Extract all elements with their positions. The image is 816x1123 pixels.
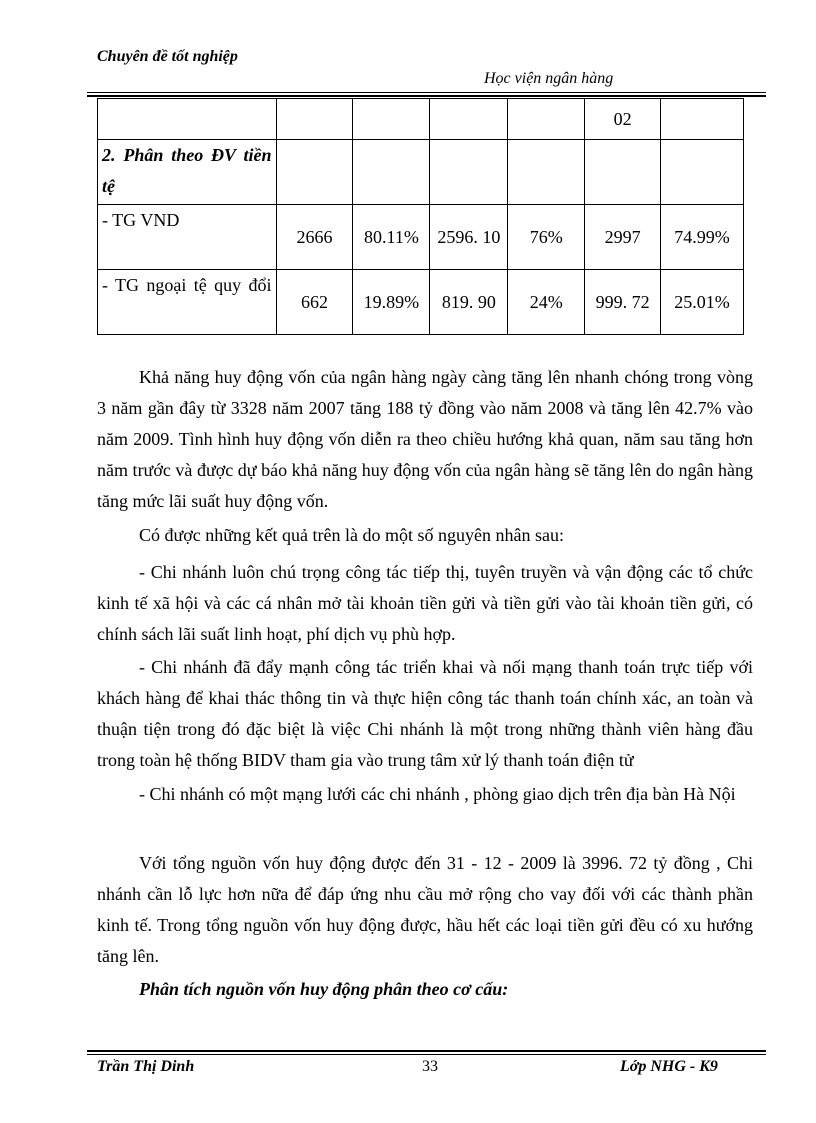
table-row-continued: [98, 99, 744, 140]
header-document-title: Chuyên đề tốt nghiệp: [97, 48, 238, 65]
table-cell: 2596. 10: [430, 205, 508, 270]
table-cell: 2666: [276, 205, 353, 270]
body-paragraph: - Chi nhánh luôn chú trọng công tác tiếp thị, tuyên truyền và vận động các tổ chức kinh tế xã hội và các cá nhân mở tài khoản tiền gửi và tiền gửi vào tài khoản tiền gửi, có chính sách lãi suất linh hoạt, phí dịch vụ phù hợp.: [97, 562, 753, 644]
funding-table: [97, 98, 744, 335]
footer-divider: [87, 1050, 766, 1055]
table-cell: 24%: [508, 270, 585, 335]
table-cell: 19.89%: [353, 270, 430, 335]
header-institution: Học viện ngân hàng: [484, 70, 614, 87]
table-cell: 999. 72: [585, 270, 661, 335]
table-row: [98, 270, 744, 335]
table-cell: 25.01%: [661, 270, 744, 335]
table-cell: 02: [585, 99, 661, 140]
table-cell: 2997: [585, 205, 661, 270]
table-row-section: [98, 140, 744, 205]
header-divider: [87, 92, 766, 97]
table-row-label: - TG ngoại tệ quy đổi: [98, 270, 277, 335]
table-row-label: - TG VND: [98, 205, 277, 270]
table-cell: 819. 90: [430, 270, 508, 335]
body-paragraph: Khả năng huy động vốn của ngân hàng ngày càng tăng lên nhanh chóng trong vòng 3 năm gần đây từ 3328 năm 2007 tăng 188 tỷ đồng vào năm 2008 và tăng lên 42.7% vào năm 2009. Tình hình huy động vốn diễn ra theo chiều hướng khả quan, năm sau tăng hơn năm trước và được dự báo khả năng huy động vốn của ngân hàng sẽ tăng lên do ngân hàng tăng mức lãi suất huy động vốn.: [97, 367, 753, 511]
page-number: 33: [422, 1058, 438, 1075]
table-section-label: 2. Phân theo ĐV tiền tệ: [98, 140, 277, 205]
table-cell: 80.11%: [353, 205, 430, 270]
table-row: [98, 205, 744, 270]
body-paragraph: Có được những kết quả trên là do một số nguyên nhân sau:: [139, 525, 564, 545]
body-paragraph: Với tổng nguồn vốn huy động được đến 31 - 12 - 2009 là 3996. 72 tỷ đồng , Chi nhánh cần lỗ lực hơn nữa để đáp ứng nhu cầu mở rộng cho vay đối với các thành phần kinh tế. Trong tổng nguồn vốn huy động được, hầu hết các loại tiền gửi đều có xu hướng tăng lên.: [97, 853, 753, 966]
table-cell: 662: [276, 270, 353, 335]
section-heading: Phân tích nguồn vốn huy động phân theo cơ cấu:: [139, 979, 509, 999]
footer-author: Trần Thị Dinh: [97, 1058, 195, 1075]
body-paragraph: - Chi nhánh đã đẩy mạnh công tác triển khai và nối mạng thanh toán trực tiếp với khách hàng để khai thác thông tin và thực hiện công tác thanh toán chính xác, an toàn và thuận tiện trong đó đặc biệt là việc Chi nhánh là một trong những thành viên hàng đầu trong toàn hệ thống BIDV tham gia vào trung tâm xử lý thanh toán điện tử: [97, 657, 753, 770]
table-cell: 76%: [508, 205, 585, 270]
footer-class: Lớp NHG - K9: [620, 1058, 718, 1075]
table-cell: 74.99%: [661, 205, 744, 270]
body-paragraph: - Chi nhánh có một mạng lưới các chi nhánh , phòng giao dịch trên địa bàn Hà Nội: [139, 784, 736, 804]
